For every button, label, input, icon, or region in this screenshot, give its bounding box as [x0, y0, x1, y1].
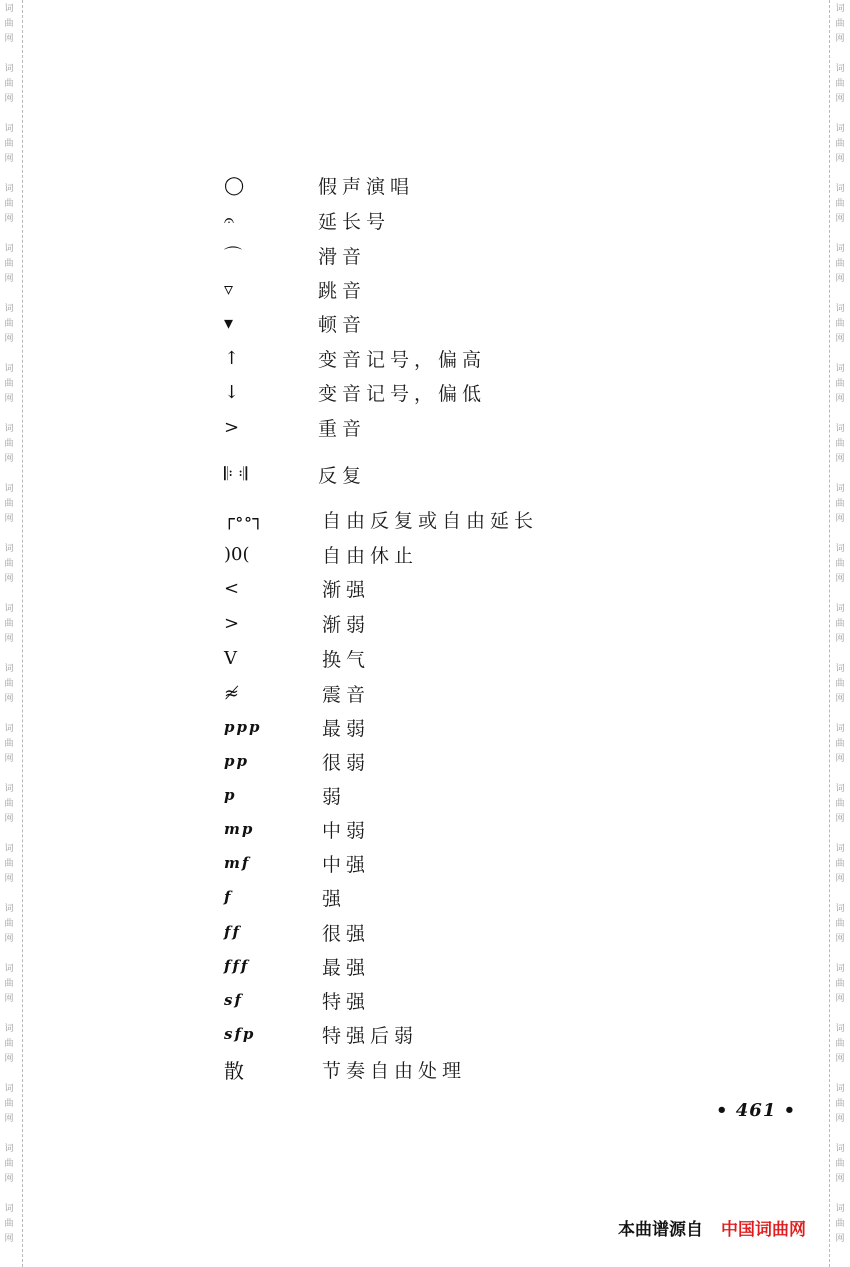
watermark-char: 曲: [835, 259, 845, 269]
watermark-char: 网: [4, 1234, 14, 1244]
legend-row: [0, 949, 850, 983]
watermark-char: 词: [4, 544, 14, 554]
watermark-char: 曲: [4, 619, 14, 629]
watermark-char: 曲: [835, 979, 845, 989]
watermark-char: 网: [835, 874, 845, 884]
watermark-stamp: [2, 1202, 16, 1247]
watermark-char: 网: [835, 454, 845, 464]
legend-row: [0, 502, 850, 536]
watermark-char: 曲: [835, 379, 845, 389]
source-label: 本曲谱源自: [618, 1220, 703, 1240]
watermark-char: 词: [4, 424, 14, 434]
watermark-char: 词: [835, 1084, 845, 1094]
watermark-char: 曲: [4, 19, 14, 29]
watermark-char: 词: [835, 484, 845, 494]
watermark-char: 词: [4, 964, 14, 974]
watermark-char: 词: [835, 304, 845, 314]
watermark-char: 网: [4, 334, 14, 344]
watermark-char: 网: [4, 814, 14, 824]
legend-description: 跳音: [318, 279, 367, 302]
notation-symbol: p: [224, 786, 237, 804]
watermark-char: 曲: [4, 919, 14, 929]
watermark-char: 网: [4, 694, 14, 704]
legend-row: [0, 238, 850, 272]
watermark-char: 词: [835, 1144, 845, 1154]
tremolo-icon: ≉: [224, 682, 240, 704]
watermark-char: 曲: [4, 679, 14, 689]
legend-description: 渐强: [322, 578, 371, 601]
legend-row: [0, 846, 850, 880]
watermark-char: 曲: [835, 919, 845, 929]
arrow-down-icon: ↓: [224, 381, 240, 403]
watermark-char: 曲: [4, 259, 14, 269]
watermark-char: 曲: [835, 439, 845, 449]
watermark-char: 词: [835, 184, 845, 194]
watermark-char: 词: [835, 664, 845, 674]
notation-symbol: sfp: [224, 1025, 256, 1043]
legend-description: 假声演唱: [318, 175, 415, 198]
watermark-stamp: [833, 122, 847, 167]
watermark-char: 曲: [4, 1039, 14, 1049]
watermark-char: 词: [835, 784, 845, 794]
legend-description: 延长号: [318, 210, 391, 233]
watermark-char: 词: [835, 424, 845, 434]
watermark-char: 曲: [4, 319, 14, 329]
legend-row: [0, 983, 850, 1017]
watermark-char: 词: [4, 724, 14, 734]
watermark-char: 网: [835, 214, 845, 224]
legend-description: 反复: [318, 464, 367, 487]
watermark-char: 曲: [835, 1159, 845, 1169]
watermark-char: 曲: [835, 139, 845, 149]
watermark-char: 曲: [835, 79, 845, 89]
page-number: • 461 •: [716, 1100, 797, 1121]
legend-row: [0, 641, 850, 675]
notation-symbol: mp: [224, 820, 255, 838]
watermark-char: 网: [835, 634, 845, 644]
legend-row: [0, 341, 850, 375]
legend-row: [0, 410, 850, 444]
watermark-stamp: [833, 62, 847, 107]
watermark-char: 词: [4, 64, 14, 74]
watermark-char: 词: [835, 964, 845, 974]
watermark-char: 词: [4, 1024, 14, 1034]
legend-row: [0, 880, 850, 914]
legend-description: 特强后弱: [322, 1024, 419, 1047]
watermark-char: 网: [835, 1054, 845, 1064]
legend-description: 强: [322, 887, 347, 910]
watermark-char: 曲: [835, 319, 845, 329]
watermark-char: 网: [4, 94, 14, 104]
watermark-char: 曲: [4, 739, 14, 749]
watermark-char: 网: [835, 94, 845, 104]
watermark-char: 网: [835, 994, 845, 1004]
watermark-char: 网: [4, 1114, 14, 1124]
notation-symbol: mf: [224, 854, 251, 872]
watermark-char: 词: [4, 1144, 14, 1154]
watermark-char: 曲: [4, 1219, 14, 1229]
watermark-char: 网: [835, 1114, 845, 1124]
watermark-char: 曲: [4, 139, 14, 149]
notation-symbol: fff: [224, 957, 250, 975]
watermark-char: 曲: [4, 859, 14, 869]
watermark-char: 曲: [835, 739, 845, 749]
watermark-char: 网: [4, 274, 14, 284]
crescendo-icon: <: [224, 577, 240, 599]
watermark-char: 曲: [835, 1039, 845, 1049]
watermark-char: 词: [835, 4, 845, 14]
legend-description: 变音记号，偏高: [318, 348, 487, 371]
watermark-char: 网: [4, 994, 14, 1004]
legend-description: 变音记号，偏低: [318, 382, 487, 405]
legend-description: 最弱: [322, 717, 371, 740]
watermark-char: 曲: [4, 379, 14, 389]
watermark-char: 曲: [4, 79, 14, 89]
watermark-char: 词: [4, 484, 14, 494]
notation-symbol: ppp: [224, 718, 262, 736]
watermark-char: 网: [835, 1234, 845, 1244]
legend-row: [0, 375, 850, 409]
legend-row: [0, 1017, 850, 1051]
legend-description: 特强: [322, 990, 371, 1013]
watermark-char: 网: [835, 754, 845, 764]
watermark-char: 曲: [835, 499, 845, 509]
watermark-char: 词: [835, 244, 845, 254]
watermark-char: 曲: [835, 679, 845, 689]
legend-row: [0, 1052, 850, 1086]
watermark-char: 网: [835, 34, 845, 44]
legend-row: [0, 203, 850, 237]
repeat-sign-icon: 𝄆 𝄇: [224, 463, 248, 485]
watermark-char: 网: [835, 154, 845, 164]
watermark-char: 词: [4, 4, 14, 14]
breath-mark-icon: V: [224, 647, 237, 669]
legend-row: [0, 537, 850, 571]
watermark-char: 网: [835, 574, 845, 584]
legend-row: [0, 778, 850, 812]
legend-description: 弱: [322, 785, 347, 808]
watermark-stamp: [833, 1142, 847, 1187]
legend-row: [0, 744, 850, 778]
legend-description: 最强: [322, 956, 371, 979]
watermark-stamp: [2, 1142, 16, 1187]
staccatissimo-icon: ▾: [224, 312, 234, 334]
watermark-char: 网: [4, 34, 14, 44]
watermark-stamp: [833, 1202, 847, 1247]
legend-description: 重音: [318, 417, 367, 440]
watermark-char: 词: [4, 1084, 14, 1094]
watermark-char: 曲: [835, 859, 845, 869]
watermark-char: 曲: [4, 799, 14, 809]
watermark-char: 曲: [835, 799, 845, 809]
watermark-char: 词: [835, 64, 845, 74]
legend-description: 滑音: [318, 245, 367, 268]
watermark-char: 网: [835, 394, 845, 404]
watermark-char: 词: [4, 244, 14, 254]
watermark-char: 词: [4, 904, 14, 914]
legend-description: 中强: [322, 853, 371, 876]
watermark-char: 网: [835, 334, 845, 344]
notation-symbol: pp: [224, 752, 249, 770]
watermark-char: 网: [4, 574, 14, 584]
site-link[interactable]: 中国词曲网: [721, 1220, 806, 1240]
legend-description: 顿音: [318, 313, 367, 336]
legend-description: 自由休止: [322, 544, 419, 567]
watermark-char: 网: [4, 154, 14, 164]
watermark-stamp: [2, 1082, 16, 1127]
watermark-stamp: [833, 2, 847, 47]
legend-description: 很弱: [322, 751, 371, 774]
watermark-char: 网: [835, 514, 845, 524]
legend-row: [0, 676, 850, 710]
legend-description: 自由反复或自由延长: [322, 509, 539, 532]
watermark-char: 词: [4, 604, 14, 614]
watermark-stamp: [2, 62, 16, 107]
watermark-char: 曲: [835, 1219, 845, 1229]
watermark-char: 网: [4, 514, 14, 524]
watermark-char: 网: [4, 1054, 14, 1064]
watermark-char: 词: [835, 844, 845, 854]
watermark-char: 网: [835, 274, 845, 284]
watermark-char: 曲: [4, 439, 14, 449]
legend-row: [0, 306, 850, 340]
watermark-char: 词: [835, 1024, 845, 1034]
watermark-char: 曲: [835, 619, 845, 629]
watermark-char: 词: [4, 664, 14, 674]
watermark-char: 曲: [4, 1159, 14, 1169]
watermark-char: 曲: [4, 1099, 14, 1109]
watermark-char: 网: [4, 634, 14, 644]
watermark-char: 词: [835, 1204, 845, 1214]
notation-symbol: ff: [224, 923, 241, 941]
watermark-char: 词: [835, 904, 845, 914]
notation-symbol: sf: [224, 991, 243, 1009]
watermark-char: 词: [835, 364, 845, 374]
watermark-char: 词: [4, 1204, 14, 1214]
circle-icon: ◯: [224, 174, 245, 196]
legend-row: [0, 710, 850, 744]
watermark-char: 词: [835, 544, 845, 554]
watermark-char: 词: [835, 724, 845, 734]
watermark-char: 网: [4, 454, 14, 464]
watermark-char: 词: [835, 604, 845, 614]
watermark-char: 网: [4, 214, 14, 224]
legend-row: [0, 272, 850, 306]
notation-symbol: f: [224, 888, 233, 906]
legend-row: [0, 168, 850, 202]
watermark-char: 词: [4, 304, 14, 314]
legend-row: [0, 915, 850, 949]
legend-description: 节奏自由处理: [322, 1059, 467, 1082]
watermark-char: 词: [4, 364, 14, 374]
watermark-char: 曲: [4, 199, 14, 209]
watermark-char: 曲: [835, 19, 845, 29]
watermark-char: 词: [4, 184, 14, 194]
legend-description: 很强: [322, 922, 371, 945]
legend-row: [0, 457, 850, 491]
watermark-char: 曲: [835, 199, 845, 209]
legend-row: [0, 571, 850, 605]
legend-row: [0, 812, 850, 846]
watermark-char: 网: [835, 1174, 845, 1184]
watermark-stamp: [2, 2, 16, 47]
decrescendo-icon: >: [224, 612, 240, 634]
legend-description: 换气: [322, 648, 371, 671]
notation-symbol: 散: [224, 1058, 244, 1083]
watermark-char: 词: [4, 124, 14, 134]
legend-description: 渐弱: [322, 613, 371, 636]
legend-description: 中弱: [322, 819, 371, 842]
watermark-char: 网: [835, 934, 845, 944]
watermark-char: 网: [835, 814, 845, 824]
free-repeat-icon: ┌∘∘┐: [224, 508, 264, 530]
source-footer: [618, 1215, 806, 1240]
arrow-up-icon: ↑: [224, 347, 240, 369]
legend-description: 震音: [322, 683, 371, 706]
watermark-stamp: [833, 1082, 847, 1127]
free-rest-icon: )0(: [224, 543, 250, 565]
watermark-char: 网: [4, 754, 14, 764]
watermark-char: 词: [835, 124, 845, 134]
accent-icon: >: [224, 416, 240, 438]
watermark-stamp: [2, 122, 16, 167]
watermark-char: 网: [4, 874, 14, 884]
watermark-char: 网: [4, 1174, 14, 1184]
watermark-char: 曲: [835, 1099, 845, 1109]
fermata-icon: 𝄐: [224, 209, 235, 231]
watermark-char: 词: [4, 784, 14, 794]
watermark-char: 网: [4, 394, 14, 404]
watermark-char: 曲: [4, 499, 14, 509]
legend-row: [0, 606, 850, 640]
watermark-char: 网: [4, 934, 14, 944]
watermark-char: 词: [4, 844, 14, 854]
staccato-icon: ▿: [224, 278, 234, 300]
watermark-char: 网: [835, 694, 845, 704]
glide-icon: ⌒: [224, 246, 242, 267]
watermark-char: 曲: [835, 559, 845, 569]
watermark-char: 曲: [4, 559, 14, 569]
watermark-char: 曲: [4, 979, 14, 989]
